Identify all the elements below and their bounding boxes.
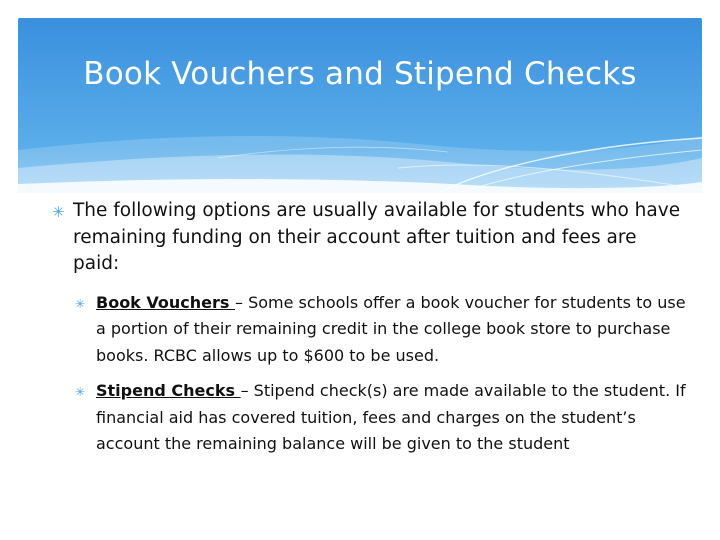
stipend-checks-term: Stipend Checks — [96, 380, 241, 400]
star-bullet-icon: ✳ — [75, 296, 86, 311]
list-item-book-vouchers — [75, 290, 686, 370]
slide-title: Book Vouchers and Stipend Checks — [83, 56, 637, 92]
intro-bullet — [52, 198, 683, 278]
stipend-checks-description: – Stipend check(s) are made available to the student. If financial aid has covered tuition, fees and charges on the student’s account the remaining balance will be given to the student — [96, 380, 686, 454]
star-bullet-icon: ✳ — [75, 384, 86, 399]
list-item-stipend-checks — [75, 378, 686, 458]
intro-text: The following options are usually available for students who have remaining funding on their account after tuition and fees are paid: — [73, 200, 681, 274]
slide-content — [52, 198, 692, 466]
star-bullet-icon: ✳ — [52, 203, 65, 221]
banner-background — [18, 18, 702, 193]
book-vouchers-term: Book Vouchers — [96, 292, 235, 312]
title-banner — [18, 18, 702, 193]
book-vouchers-description: – Some schools offer a book voucher for students to use a portion of their remaining credit in the college book store to purchase books. RCBC allows up to $600 to be used. — [96, 292, 686, 366]
options-list — [75, 290, 692, 459]
